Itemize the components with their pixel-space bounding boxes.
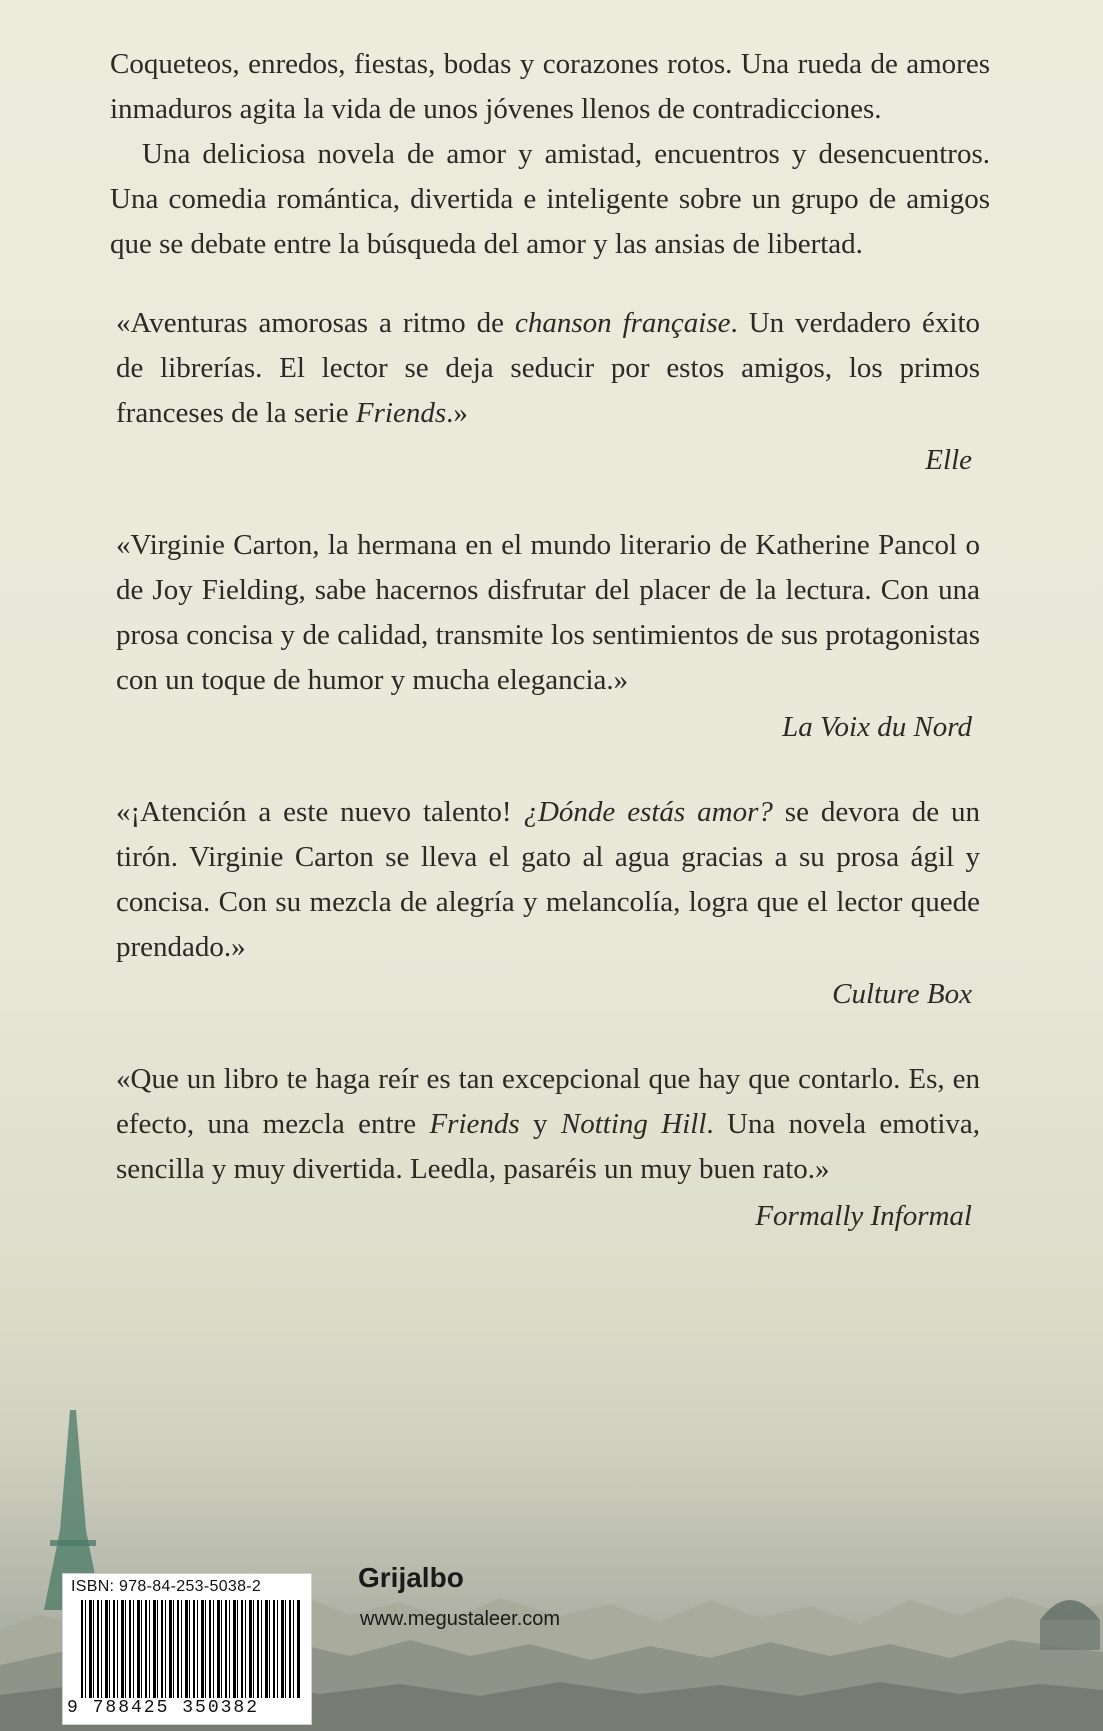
- review-text: «Aventuras amorosas a ritmo de chanson française. Un verdadero éxito de librerías. El lector se deja seducir por estos amigos, los primos franceses de la serie Friends.»: [116, 307, 981, 429]
- review-quote-formally-informal: [110, 1057, 990, 1239]
- review-text: «Que un libro te haga reír es tan excepcional que hay que contarlo. Es, en efecto, una mezcla entre Friends y Notting Hill. Una novela emotiva, sencilla y muy divertida. Leedla, pasaréis un muy buen rato.»: [116, 1063, 980, 1185]
- review-quote-culture-box: [110, 790, 990, 1017]
- review-source: La Voix du Nord: [782, 711, 972, 743]
- back-cover-text: [110, 42, 990, 1279]
- review-source: Culture Box: [832, 978, 972, 1010]
- synopsis-paragraph-1: Coqueteos, enredos, fiestas, bodas y corazones rotos. Una rueda de amores inmaduros agita la vida de unos jóvenes llenos de contradicciones.: [110, 48, 990, 125]
- publisher-website: www.megustaleer.com: [360, 1608, 561, 1630]
- publisher-name: Grijalbo: [358, 1562, 464, 1593]
- isbn-label: ISBN: 978-84-253-5038-2: [71, 1578, 262, 1595]
- review-text: «Virginie Carton, la hermana en el mundo literario de Katherine Pancol o de Joy Fielding, sabe hacernos disfrutar del placer de la lectura. Con una prosa concisa y de calidad, transmite los sentimientos de sus protagonistas con un toque de humor y mucha elegancia.»: [116, 529, 980, 696]
- review-quote-elle: [110, 301, 990, 483]
- review-quote-la-voix-du-nord: [110, 523, 990, 750]
- review-source: Formally Informal: [755, 1200, 972, 1232]
- review-text: «¡Atención a este nuevo talento! ¿Dónde estás amor? se devora de un tirón. Virginie Carton se lleva el gato al agua gracias a su prosa ágil y concisa. Con su mezcla de alegría y melancolía, logra que el lector quede prendado.»: [116, 796, 980, 963]
- synopsis-paragraph-2: Una deliciosa novela de amor y amistad, encuentros y desencuentros. Una comedia romántica, divertida e inteligente sobre un grupo de amigos que se debate entre la búsqueda del amor y las ansias de libertad.: [110, 138, 990, 260]
- barcode-number: 9 788425 350382: [67, 1698, 260, 1718]
- review-source: Elle: [925, 444, 972, 476]
- barcode-graphic: [81, 1600, 301, 1698]
- barcode-panel: [62, 1573, 312, 1725]
